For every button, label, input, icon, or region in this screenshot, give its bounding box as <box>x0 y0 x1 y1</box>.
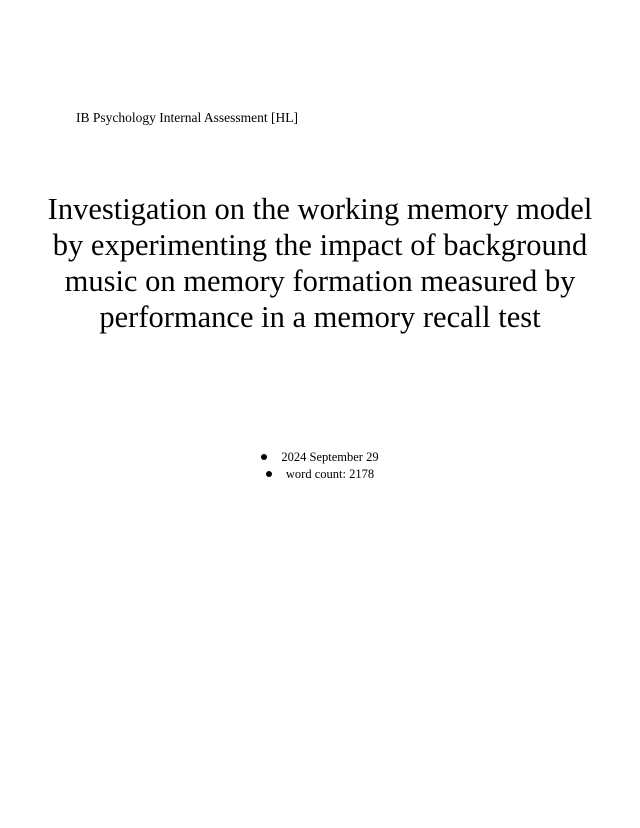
word-count-text: word count: 2178 <box>285 467 375 481</box>
meta-item-word-count <box>0 466 640 483</box>
date-text: 2024 September 29 <box>281 450 379 464</box>
meta-item-date <box>0 449 640 466</box>
document-title: Investigation on the working memory model by experimenting the impact of background music on memory formation measured by performance in a memory recall test <box>47 192 593 334</box>
bullet-icon <box>266 471 272 477</box>
bullet-icon <box>261 454 267 460</box>
document-header: IB Psychology Internal Assessment [HL] <box>76 110 298 125</box>
document-meta-list <box>0 449 640 483</box>
